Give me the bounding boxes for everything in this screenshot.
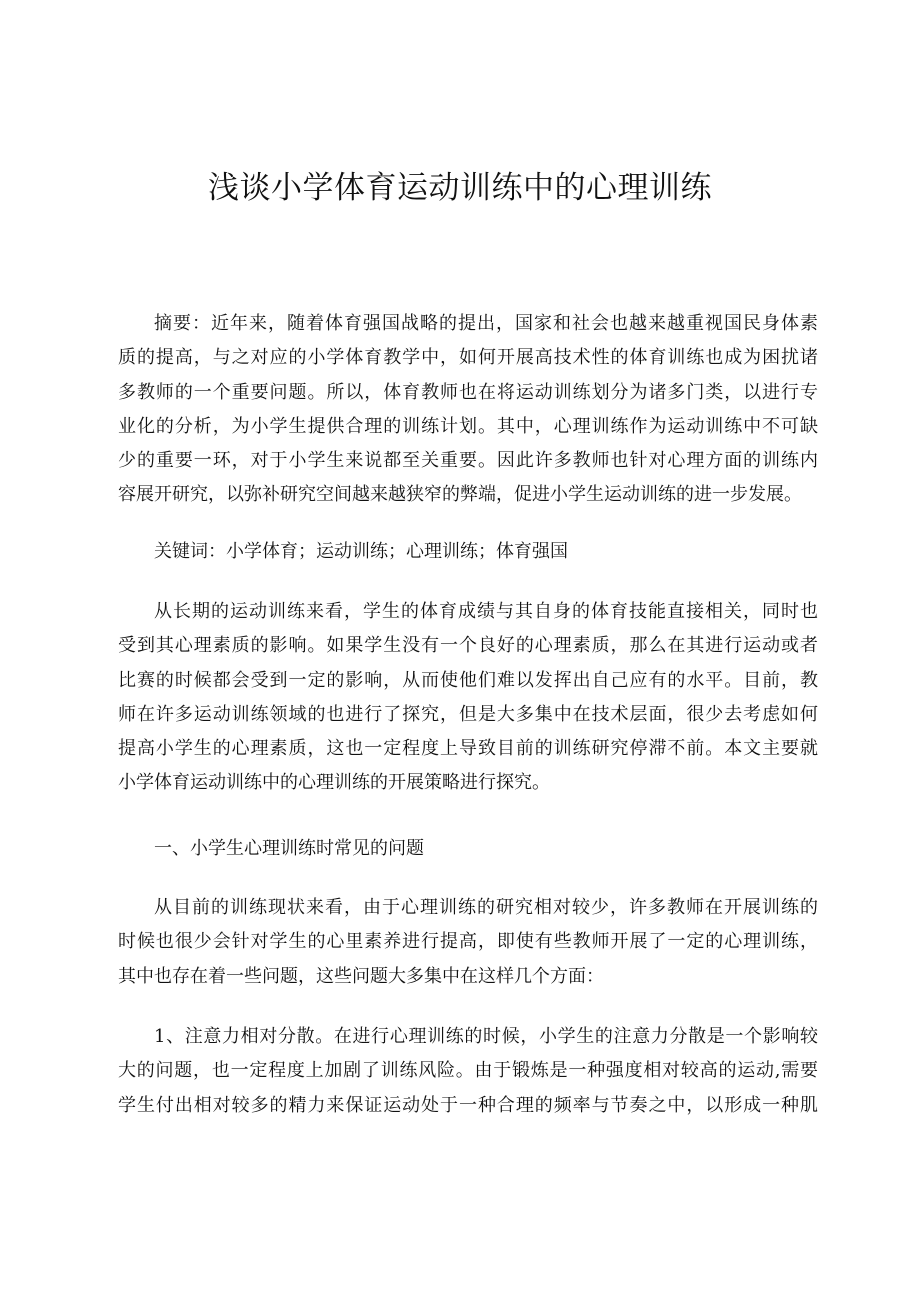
section1-line: 从目前的训练现状来看，由于心理训练的研究相对较少，许多教师在开展训练的	[154, 897, 818, 918]
abstract-line: 容展开研究，以弥补研究空间越来越狭窄的弊端，促进小学生运动训练的进一步发展。	[118, 484, 802, 506]
intro-line: 师在许多运动训练领域的也进行了探究，但是大多集中在技术层面，很少去考虑如何	[118, 703, 818, 725]
item1-line: 学生付出相对较多的精力来保证运动处于一种合理的频率与节奏之中，以形成一种肌	[118, 1094, 818, 1116]
section-heading-text: 一、小学生心理训练时常见的问题	[154, 838, 424, 859]
abstract-line: 业化的分析，为小学生提供合理的训练计划。其中，心理训练作为运动训练中不可缺	[118, 415, 818, 437]
abstract-line: 质的提高，与之对应的小学体育教学中，如何开展高技术性的体育训练也成为困扰诸	[118, 347, 818, 369]
intro-line: 小学体育运动训练中的心理训练的开展策略进行探究。	[118, 772, 550, 794]
keywords-line	[118, 535, 818, 569]
intro-paragraph	[118, 595, 818, 801]
abstract-line: 少的重要一环，对于小学生来说都至关重要。因此许多教师也针对心理方面的训练内	[118, 450, 818, 472]
section1-line: 时候也很少会针对学生的心里素养进行提高，即使有些教师开展了一定的心理训练，	[118, 931, 818, 953]
item1-paragraph	[118, 1020, 818, 1123]
keywords-text: 关键词：小学体育；运动训练；心理训练；体育强国	[154, 541, 568, 562]
intro-line: 从长期的运动训练来看，学生的体育成绩与其自身的体育技能直接相关，同时也	[154, 601, 818, 622]
intro-line: 比赛的时候都会受到一定的影响，从而使他们难以发挥出自己应有的水平。目前，教	[118, 669, 818, 691]
section-heading	[118, 832, 818, 866]
abstract-line: 多教师的一个重要问题。所以，体育教师也在将运动训练划分为诸多门类，以进行专	[118, 381, 818, 403]
document-title: 浅谈小学体育运动训练中的心理训练	[208, 170, 712, 206]
section1-paragraph	[118, 891, 818, 994]
intro-line: 提高小学生的心理素质，这也一定程度上导致目前的训练研究停滞不前。本文主要就	[118, 738, 818, 760]
abstract-line: 摘要：近年来，随着体育强国战略的提出，国家和社会也越来越重视国民身体素	[154, 313, 818, 334]
item1-line: 1、注意力相对分散。在进行心理训练的时候，小学生的注意力分散是一个影响较	[154, 1026, 818, 1047]
item1-line: 大的问题，也一定程度上加剧了训练风险。由于锻炼是一种强度相对较高的运动,需要	[118, 1060, 818, 1082]
abstract-paragraph	[118, 307, 818, 513]
section1-line: 其中也存在着一些问题，这些问题大多集中在这样几个方面：	[118, 965, 604, 987]
intro-line: 受到其心理素质的影响。如果学生没有一个良好的心理素质，那么在其进行运动或者	[118, 635, 818, 657]
